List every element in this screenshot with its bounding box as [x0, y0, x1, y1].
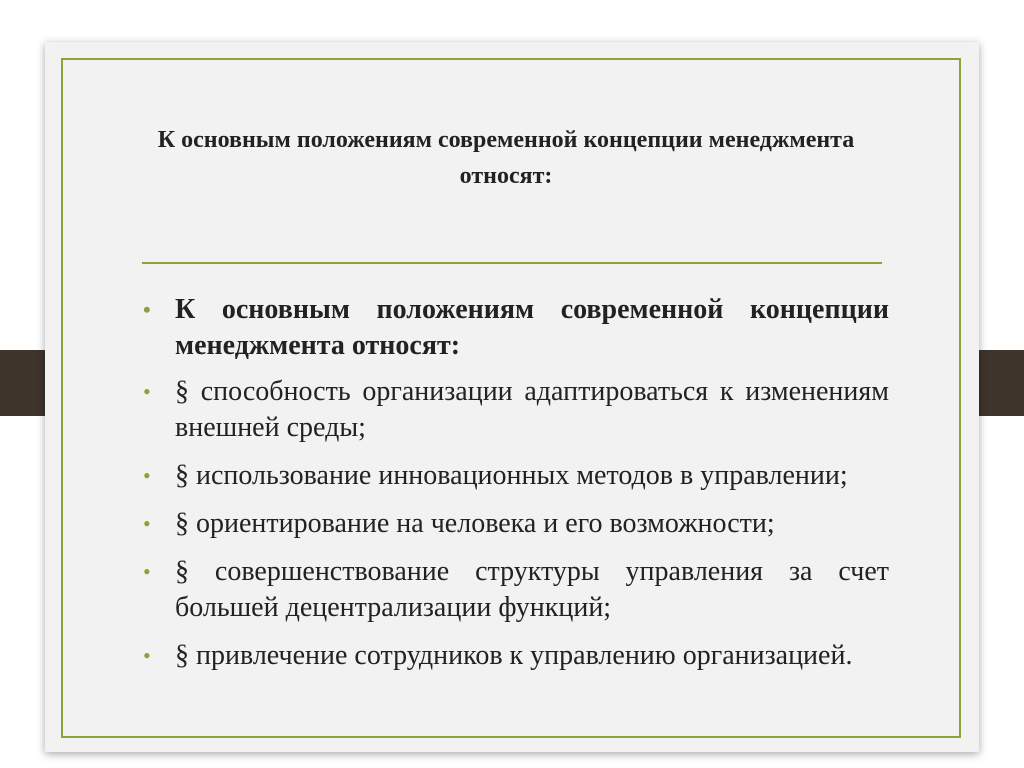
bullet-icon: • [143, 511, 151, 536]
slide-title: К основным положениям современной концепции менеджмента относят: [157, 127, 855, 189]
slide-card [45, 42, 979, 752]
list-item [139, 292, 889, 364]
bullet-icon: • [143, 643, 151, 668]
list-item [139, 638, 889, 674]
list-item-text: § привлечение сотрудников к управлению организацией. [175, 640, 853, 671]
list-item-text: К основным положениям современной концепции менеджмента относят: [175, 294, 889, 361]
bullet-icon: • [143, 559, 151, 584]
list-item [139, 554, 889, 626]
list-item [139, 458, 889, 494]
list-item-text: § ориентирование на человека и его возможности; [175, 508, 775, 539]
list-item [139, 506, 889, 542]
title-divider [142, 262, 882, 264]
list-item-text: § способность организации адаптироваться к изменениям внешней среды; [175, 376, 889, 443]
list-item-text: § использование инновационных методов в управлении; [175, 460, 848, 491]
bullet-icon: • [143, 297, 151, 322]
bullet-icon: • [143, 379, 151, 404]
list-item-text: § совершенствование структуры управления за счет большей децентрализации функций; [175, 556, 889, 623]
bullet-icon: • [143, 463, 151, 488]
list-item [139, 374, 889, 446]
bullet-list [139, 292, 889, 686]
